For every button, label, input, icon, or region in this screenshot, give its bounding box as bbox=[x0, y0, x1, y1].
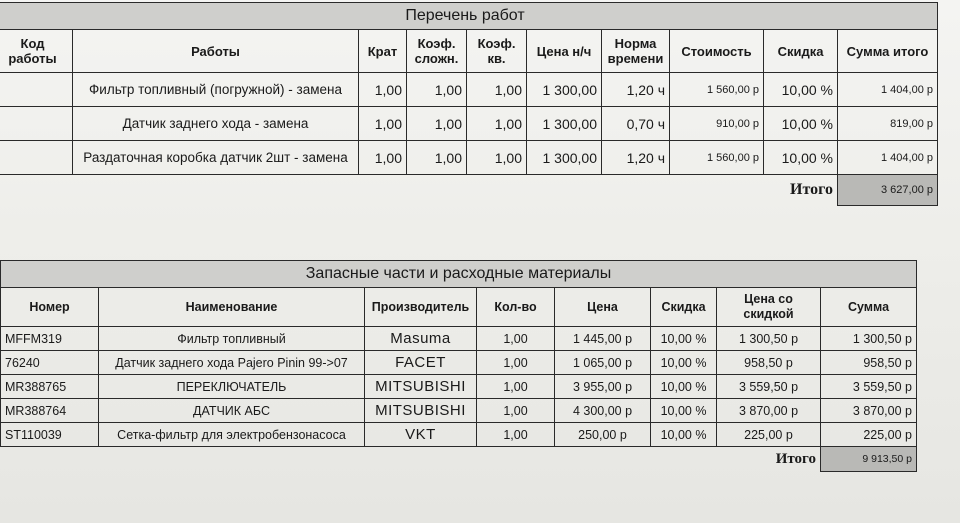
table-row bbox=[0, 107, 938, 141]
col-header-price: Цена bbox=[555, 288, 651, 327]
part-number: MFFM319 bbox=[1, 327, 99, 351]
col-header-discount: Скидка bbox=[651, 288, 717, 327]
col-header-disc-price: Цена со скидкой bbox=[717, 288, 821, 327]
parts-total-label: Итого bbox=[775, 450, 816, 467]
part-name: ПЕРЕКЛЮЧАТЕЛЬ bbox=[99, 375, 365, 399]
col-header-name: Наименование bbox=[99, 288, 365, 327]
part-number: MR388765 bbox=[1, 375, 99, 399]
part-discount: 10,00 % bbox=[651, 327, 717, 351]
work-k-slozh: 1,00 bbox=[407, 73, 467, 107]
work-code bbox=[0, 141, 73, 175]
part-sum: 3 870,00 р bbox=[821, 399, 917, 423]
part-qty: 1,00 bbox=[477, 423, 555, 447]
part-disc-price: 3 870,00 р bbox=[717, 399, 821, 423]
part-sum: 3 559,50 р bbox=[821, 375, 917, 399]
works-total-value: 3 627,00 р bbox=[838, 175, 938, 206]
col-header-code: Код работы bbox=[0, 30, 73, 73]
part-sum: 958,50 р bbox=[821, 351, 917, 375]
col-header-k-slozh: Коэф. сложн. bbox=[407, 30, 467, 73]
part-number: MR388764 bbox=[1, 399, 99, 423]
work-price: 1 300,00 bbox=[527, 141, 602, 175]
part-discount: 10,00 % bbox=[651, 399, 717, 423]
part-qty: 1,00 bbox=[477, 375, 555, 399]
part-price: 250,00 р bbox=[555, 423, 651, 447]
table-row bbox=[1, 375, 917, 399]
col-header-maker: Производитель bbox=[365, 288, 477, 327]
table-row bbox=[1, 423, 917, 447]
col-header-work: Работы bbox=[73, 30, 359, 73]
work-name: Раздаточная коробка датчик 2шт - замена bbox=[73, 141, 359, 175]
col-header-number: Номер bbox=[1, 288, 99, 327]
part-sum: 225,00 р bbox=[821, 423, 917, 447]
part-maker: VKT bbox=[365, 423, 477, 447]
col-header-discount: Скидка bbox=[764, 30, 838, 73]
works-header-row bbox=[0, 30, 938, 73]
col-header-cost: Стоимость bbox=[670, 30, 764, 73]
works-table bbox=[0, 2, 938, 206]
work-norm: 1,20 ч bbox=[602, 141, 670, 175]
work-total: 1 404,00 р bbox=[838, 73, 938, 107]
work-name: Датчик заднего хода - замена bbox=[73, 107, 359, 141]
parts-total-row bbox=[1, 447, 917, 472]
part-discount: 10,00 % bbox=[651, 351, 717, 375]
parts-title: Запасные части и расходные материалы bbox=[1, 261, 917, 288]
work-k-slozh: 1,00 bbox=[407, 141, 467, 175]
part-number: ST110039 bbox=[1, 423, 99, 447]
work-total: 1 404,00 р bbox=[838, 141, 938, 175]
work-discount: 10,00 % bbox=[764, 107, 838, 141]
work-price: 1 300,00 bbox=[527, 73, 602, 107]
work-k-kv: 1,00 bbox=[467, 107, 527, 141]
part-name: Датчик заднего хода Pajero Pinin 99->07 bbox=[99, 351, 365, 375]
part-qty: 1,00 bbox=[477, 399, 555, 423]
work-code bbox=[0, 107, 73, 141]
work-cost: 1 560,00 р bbox=[670, 141, 764, 175]
part-disc-price: 1 300,50 р bbox=[717, 327, 821, 351]
col-header-total: Сумма итого bbox=[838, 30, 938, 73]
part-maker: FACET bbox=[365, 351, 477, 375]
works-total-row bbox=[0, 175, 938, 206]
work-discount: 10,00 % bbox=[764, 73, 838, 107]
part-sum: 1 300,50 р bbox=[821, 327, 917, 351]
part-name: Фильтр топливный bbox=[99, 327, 365, 351]
part-maker: MITSUBISHI bbox=[365, 375, 477, 399]
part-discount: 10,00 % bbox=[651, 423, 717, 447]
part-name: Сетка-фильтр для электробензонасоса bbox=[99, 423, 365, 447]
work-krat: 1,00 bbox=[359, 73, 407, 107]
table-row bbox=[0, 141, 938, 175]
col-header-qty: Кол-во bbox=[477, 288, 555, 327]
work-code bbox=[0, 73, 73, 107]
part-disc-price: 225,00 р bbox=[717, 423, 821, 447]
part-maker: Masuma bbox=[365, 327, 477, 351]
col-header-sum: Сумма bbox=[821, 288, 917, 327]
works-total-label: Итого bbox=[790, 181, 833, 199]
work-k-kv: 1,00 bbox=[467, 73, 527, 107]
part-disc-price: 3 559,50 р bbox=[717, 375, 821, 399]
table-row bbox=[1, 327, 917, 351]
part-disc-price: 958,50 р bbox=[717, 351, 821, 375]
table-row bbox=[0, 73, 938, 107]
work-krat: 1,00 bbox=[359, 141, 407, 175]
part-qty: 1,00 bbox=[477, 327, 555, 351]
col-header-k-kv: Коэф. кв. bbox=[467, 30, 527, 73]
part-maker: MITSUBISHI bbox=[365, 399, 477, 423]
col-header-price: Цена н/ч bbox=[527, 30, 602, 73]
work-k-kv: 1,00 bbox=[467, 141, 527, 175]
work-k-slozh: 1,00 bbox=[407, 107, 467, 141]
parts-section bbox=[0, 260, 922, 472]
col-header-norm: Норма времени bbox=[602, 30, 670, 73]
part-price: 3 955,00 р bbox=[555, 375, 651, 399]
parts-total-value: 9 913,50 р bbox=[821, 447, 917, 472]
work-krat: 1,00 bbox=[359, 107, 407, 141]
work-name: Фильтр топливный (погружной) - замена bbox=[73, 73, 359, 107]
work-total: 819,00 р bbox=[838, 107, 938, 141]
work-cost: 1 560,00 р bbox=[670, 73, 764, 107]
part-name: ДАТЧИК АБС bbox=[99, 399, 365, 423]
part-price: 4 300,00 р bbox=[555, 399, 651, 423]
part-number: 76240 bbox=[1, 351, 99, 375]
works-title: Перечень работ bbox=[0, 3, 938, 30]
part-discount: 10,00 % bbox=[651, 375, 717, 399]
work-cost: 910,00 р bbox=[670, 107, 764, 141]
table-row bbox=[1, 351, 917, 375]
table-row bbox=[1, 399, 917, 423]
part-qty: 1,00 bbox=[477, 351, 555, 375]
col-header-krat: Крат bbox=[359, 30, 407, 73]
parts-header-row bbox=[1, 288, 917, 327]
parts-table bbox=[0, 260, 917, 472]
part-price: 1 065,00 р bbox=[555, 351, 651, 375]
works-section bbox=[0, 2, 942, 206]
part-price: 1 445,00 р bbox=[555, 327, 651, 351]
work-price: 1 300,00 bbox=[527, 107, 602, 141]
work-discount: 10,00 % bbox=[764, 141, 838, 175]
work-norm: 0,70 ч bbox=[602, 107, 670, 141]
work-norm: 1,20 ч bbox=[602, 73, 670, 107]
